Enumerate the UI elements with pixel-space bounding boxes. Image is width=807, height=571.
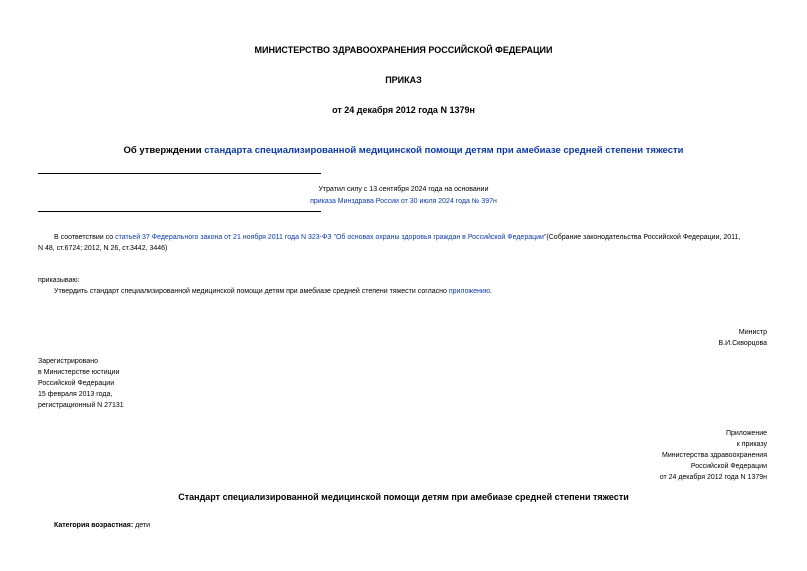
divider-top — [38, 173, 321, 174]
signature-name: В.И.Скворцова — [718, 340, 767, 347]
registration-line: регистрационный N 27131 — [38, 402, 124, 409]
document-title — [0, 145, 807, 156]
preamble-line-2: N 48, ст.6724; 2012, N 26, ст.3442, 3446) — [38, 245, 168, 252]
ministry-heading: МИНИСТЕРСТВО ЗДРАВООХРАНЕНИЯ РОССИЙСКОЙ ФЕДЕРАЦИИ — [254, 45, 553, 55]
registration-line: Российской Федерации — [38, 380, 115, 387]
preamble-suffix: (Собрание законодательства Российской Федерации, 2011, — [546, 234, 741, 241]
registration-line: Зарегистрировано — [38, 358, 98, 365]
registration-block — [38, 356, 124, 411]
orders-end: . — [490, 288, 492, 295]
law-article-link[interactable]: статьей 37 Федерального закона от 21 ноября 2011 года N 323-ФЗ "Об основах охраны здоровья граждан в Российской Федерации" — [115, 234, 547, 241]
orders-text — [54, 288, 492, 295]
orders-label: приказываю: — [38, 277, 80, 284]
preamble-prefix: В соответствии со — [54, 234, 116, 241]
age-category-value: дети — [133, 522, 150, 529]
appendix-line: Приложение — [725, 430, 767, 437]
order-date: от 24 декабря 2012 года N 1379н — [332, 105, 475, 115]
age-category-label: Категория возрастная: — [54, 522, 134, 529]
appendix-block — [660, 428, 767, 483]
appendix-link[interactable]: приложению — [448, 288, 490, 295]
registration-line: в Министерстве юстиции — [38, 369, 120, 376]
appendix-line: Министерства здравоохранения — [662, 452, 767, 459]
order-word: ПРИКАЗ — [385, 75, 422, 85]
title-prefix: Об утверждении — [123, 145, 205, 156]
signature-block — [719, 327, 768, 349]
status-repeal-link[interactable]: приказа Минздрава России от 30 июля 2024 года № 397н — [310, 198, 497, 205]
appendix-line: к приказу — [736, 441, 767, 448]
preamble-line-1 — [54, 234, 740, 241]
age-category — [54, 522, 150, 529]
standard-title: Стандарт специализированной медицинской помощи детям при амебиазе средней степени тяжести — [178, 492, 629, 502]
signature-position: Министр — [738, 329, 767, 336]
divider-bottom — [38, 211, 321, 212]
orders-body: Утвердить стандарт специализированной медицинской помощи детям при амебиазе средней степени тяжести согласно — [54, 288, 449, 295]
registration-line: 15 февраля 2013 года, — [38, 391, 113, 398]
title-standard-link[interactable]: стандарта специализированной медицинской помощи детям при амебиазе средней степени тяжести — [204, 145, 684, 156]
appendix-line: от 24 декабря 2012 года N 1379н — [659, 474, 767, 481]
appendix-line: Российской Федерации — [690, 463, 767, 470]
status-line-1: Утратил силу с 13 сентября 2024 года на основании — [318, 186, 489, 193]
